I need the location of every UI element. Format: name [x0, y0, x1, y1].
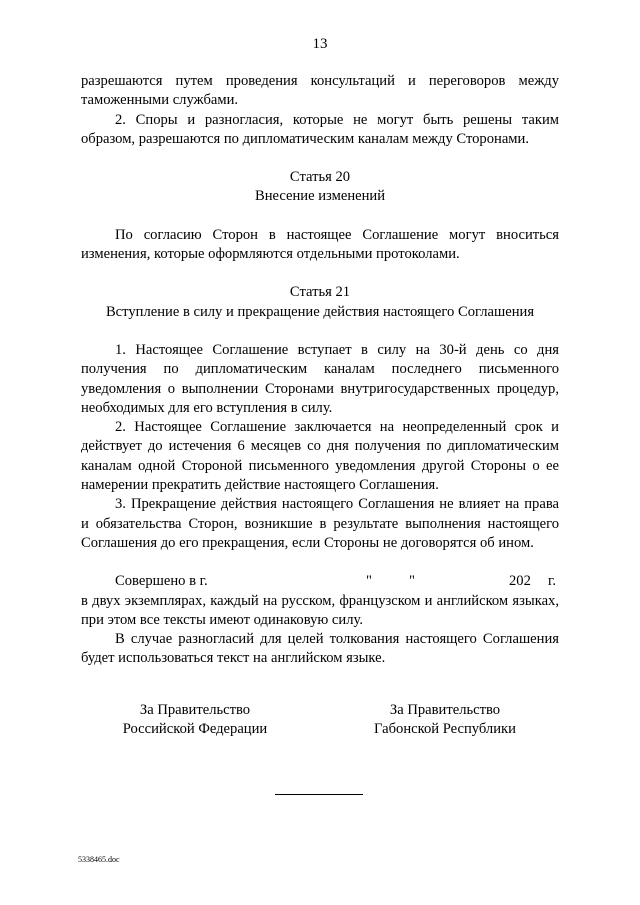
- date-quote-close: ": [409, 573, 415, 590]
- done-prefix: Совершено в г.: [115, 573, 208, 590]
- article-20-text: По согласию Сторон в настоящее Соглашение могут вноситься изменения, которые оформляются отдельными протоколами.: [81, 226, 559, 263]
- end-rule: [275, 794, 363, 795]
- paragraph-disputes: 2. Споры и разногласия, которые не могут быть решены таким образом, разрешаются по дипломатическим каналам между Сторонами.: [81, 111, 559, 147]
- interpretation-clause: В случае разногласий для целей толкования настоящего Соглашения будет использоваться текст на английском языке.: [81, 631, 559, 667]
- signature-block-russia: [100, 701, 290, 740]
- signature-russia-line-1: За Правительство: [139, 702, 251, 718]
- article-21-paragraph-2: 2. Настоящее Соглашение заключается на неопределенный срок и действует до истечения 6 месяцев со дня получения по дипломатическим каналам одной Стороной письменного уведомления другой Стороны о ее намерении прекратить действие настоящего Соглашения.: [81, 419, 559, 494]
- document-body: [81, 72, 559, 669]
- date-year: 202: [509, 573, 531, 590]
- article-21-paragraph-3: 3. Прекращение действия настоящего Соглашения не влияет на права и обязательства Сторон, возникшие в результате выполнения настоящего Соглашения до его прекращения, если Стороны не договорятся об ином.: [81, 496, 559, 551]
- date-quote-open: ": [366, 573, 372, 590]
- signature-gabon-line-1: За Правительство: [389, 702, 501, 718]
- article-21-title: Вступление в силу и прекращение действия настоящего Соглашения: [105, 303, 535, 320]
- article-21-number: Статья 21: [289, 284, 351, 301]
- done-at-line: [81, 572, 559, 591]
- article-21-paragraph-1: 1. Настоящее Соглашение вступает в силу на 30-й день со дня получения по дипломатическим каналам последнего письменного уведомления о выполнении Сторонами внутригосударственных процедур, необходимых для его вступления в силу.: [81, 341, 559, 416]
- page-number: 13: [312, 36, 328, 52]
- article-20-title: Внесение изменений: [254, 188, 386, 205]
- done-languages: в двух экземплярах, каждый на русском, французском и английском языках, при этом все тексты имеют одинаковую силу.: [81, 592, 559, 628]
- signature-russia-line-2: Российской Федерации: [122, 721, 268, 738]
- signature-block-gabon: [345, 701, 545, 740]
- article-20-number: Статья 20: [289, 169, 351, 186]
- signature-gabon-line-2: Габонской Республики: [374, 721, 516, 738]
- paragraph-continuation: разрешаются путем проведения консультаций и переговоров между таможенными службами.: [81, 73, 559, 109]
- file-name: 5338465.doc: [78, 855, 120, 864]
- date-year-suffix: г.: [548, 573, 556, 590]
